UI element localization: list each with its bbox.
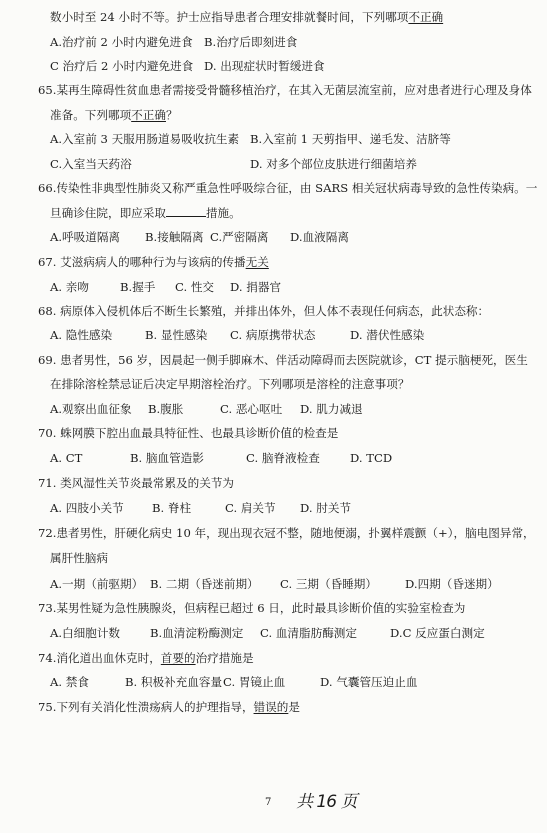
question-text xyxy=(38,651,547,665)
answer-option: B. 二期（昏迷前期） xyxy=(150,577,259,591)
answer-option: A.入室前 3 天服用肠道易吸收抗生素 xyxy=(50,132,240,146)
answer-option: B.治疗后即刻进食 xyxy=(204,35,298,49)
answer-option: C. 病原携带状态 xyxy=(230,328,316,342)
question-text xyxy=(38,700,547,714)
text-run: 70. 蛛网膜下腔出血最具特征性、也最具诊断价值的检查是 xyxy=(38,426,339,440)
emphasized-text: 不正确 xyxy=(131,108,166,122)
answer-option: B.接触隔离 xyxy=(145,230,204,244)
answer-option: A. 四肢小关节 xyxy=(50,501,124,515)
answer-option: B. 积极补充血容量 xyxy=(125,675,223,689)
answer-option: D. 肌力减退 xyxy=(300,402,363,416)
emphasized-text: 不正确 xyxy=(408,10,444,24)
question-text xyxy=(38,304,547,318)
emphasized-text: 首要的 xyxy=(160,651,196,665)
page-total-handwritten: 共 16 页 xyxy=(296,792,357,812)
answer-option: A.观察出血征象 xyxy=(50,402,132,416)
answer-option: A. 禁食 xyxy=(50,675,89,689)
text-run: 旦确诊住院，即应采取 xyxy=(50,206,166,220)
text-run: 措施。 xyxy=(205,206,241,220)
emphasized-text: 错误的 xyxy=(253,700,289,714)
answer-option: C. 胃镜止血 xyxy=(223,675,286,689)
text-run: 数小时至 24 小时不等。护士应指导患者合理安排就餐时间，下列哪项 xyxy=(50,10,409,24)
text-run: 71. 类风湿性关节炎最常累及的关节为 xyxy=(38,476,235,490)
answer-option: D.C 反应蛋白测定 xyxy=(390,626,485,640)
page-number: 7 xyxy=(265,797,272,808)
question-continuation xyxy=(50,206,547,220)
question-text xyxy=(38,255,547,269)
answer-option: C.严密隔离 xyxy=(210,230,269,244)
question-text xyxy=(38,181,547,195)
text-run: 66.传染性非典型性肺炎又称严重急性呼吸综合征，由 SARS 相关冠状病毒导致的急性传染病。一 xyxy=(38,181,538,195)
text-run: 73.某男性疑为急性胰腺炎，但病程已超过 6 日，此时最具诊断价值的实验室检查为 xyxy=(38,601,466,615)
text-run: 属肝性脑病 xyxy=(50,551,108,565)
answer-option: A.一期（前驱期） xyxy=(50,577,144,591)
answer-option: D. 肘关节 xyxy=(300,501,352,515)
text-run: 准备。下列哪项 xyxy=(50,108,132,122)
answer-option: A. 隐性感染 xyxy=(50,328,113,342)
answer-option: C. 三期（昏睡期） xyxy=(280,577,377,591)
answer-option: A.呼吸道隔离 xyxy=(50,230,121,244)
question-continuation xyxy=(50,377,547,391)
emphasized-text: 无关 xyxy=(245,255,269,269)
text-run: ？ xyxy=(165,108,178,122)
answer-option: D. 出现症状时暂缓进食 xyxy=(204,59,325,73)
question-text xyxy=(38,601,547,615)
answer-option: D. 气囊管压迫止血 xyxy=(320,675,418,689)
answer-option: C. 恶心呕吐 xyxy=(220,402,283,416)
answer-option: A. CT xyxy=(50,451,83,465)
answer-option: C.入室当天药浴 xyxy=(50,157,132,171)
answer-option: D. 对多个部位皮肤进行细菌培养 xyxy=(250,157,417,171)
answer-option: B.握手 xyxy=(120,280,156,294)
question-text xyxy=(38,476,547,490)
text-run: 74.消化道出血休克时， xyxy=(38,651,161,665)
answer-option: A.治疗前 2 小时内避免进食 xyxy=(50,35,193,49)
answer-option: D. TCD xyxy=(350,451,393,465)
question-continuation xyxy=(50,551,547,565)
text-run: 在排除溶栓禁忌证后决定早期溶栓治疗。下列哪项是溶栓的注意事项？ xyxy=(50,377,410,391)
answer-option: D. 潜伏性感染 xyxy=(350,328,425,342)
fill-blank xyxy=(166,206,206,217)
text-run: 69. 患者男性，56 岁，因晨起一侧手脚麻木、伴活动障碍而去医院就诊，CT 提示脑梗死，医生 xyxy=(38,353,528,367)
question-continuation xyxy=(50,10,547,24)
answer-option: D.血液隔离 xyxy=(290,230,349,244)
answer-option: C. 性交 xyxy=(175,280,215,294)
answer-option: B. 显性感染 xyxy=(145,328,208,342)
text-run: 65.某再生障碍性贫血患者需接受骨髓移植治疗，在其入无菌层流室前，应对患者进行心理及身体 xyxy=(38,83,532,97)
answer-option: D.四期（昏迷期） xyxy=(405,577,499,591)
answer-option: B.入室前 1 天剪指甲、递毛发、洁脐等 xyxy=(250,132,451,146)
answer-option: B. 脑血管造影 xyxy=(130,451,204,465)
question-continuation xyxy=(50,108,547,122)
question-text xyxy=(38,353,547,367)
answer-option: C. 血清脂肪酶测定 xyxy=(260,626,357,640)
answer-option: B.血清淀粉酶测定 xyxy=(150,626,244,640)
answer-option: C. 脑脊液检查 xyxy=(246,451,320,465)
answer-option: A.白细胞计数 xyxy=(50,626,121,640)
answer-option: B.腹胀 xyxy=(148,402,184,416)
text-run: 治疗措施是 xyxy=(195,651,254,665)
text-run: 68. 病原体入侵机体后不断生长繁殖，并排出体外，但人体不表现任何病态，此状态称： xyxy=(38,304,490,318)
text-run: 72.患者男性，肝硬化病史 10 年，现出现衣冠不整，随地便溺，扑翼样震颤（+），脑电图异常， xyxy=(38,526,535,540)
answer-option: A. 亲吻 xyxy=(50,280,89,294)
answer-option: C. 肩关节 xyxy=(225,501,276,515)
text-run: 75.下列有关消化性溃疡病人的护理指导， xyxy=(38,700,254,714)
question-text xyxy=(38,83,547,97)
answer-option: C 治疗后 2 小时内避免进食 xyxy=(50,59,194,73)
question-text xyxy=(38,426,547,440)
question-text xyxy=(38,526,547,540)
text-run: 是 xyxy=(288,700,300,714)
text-run: 67. 艾滋病病人的哪种行为与该病的传播 xyxy=(38,255,246,269)
answer-option: B. 脊柱 xyxy=(152,501,192,515)
answer-option: D. 捐器官 xyxy=(230,280,282,294)
